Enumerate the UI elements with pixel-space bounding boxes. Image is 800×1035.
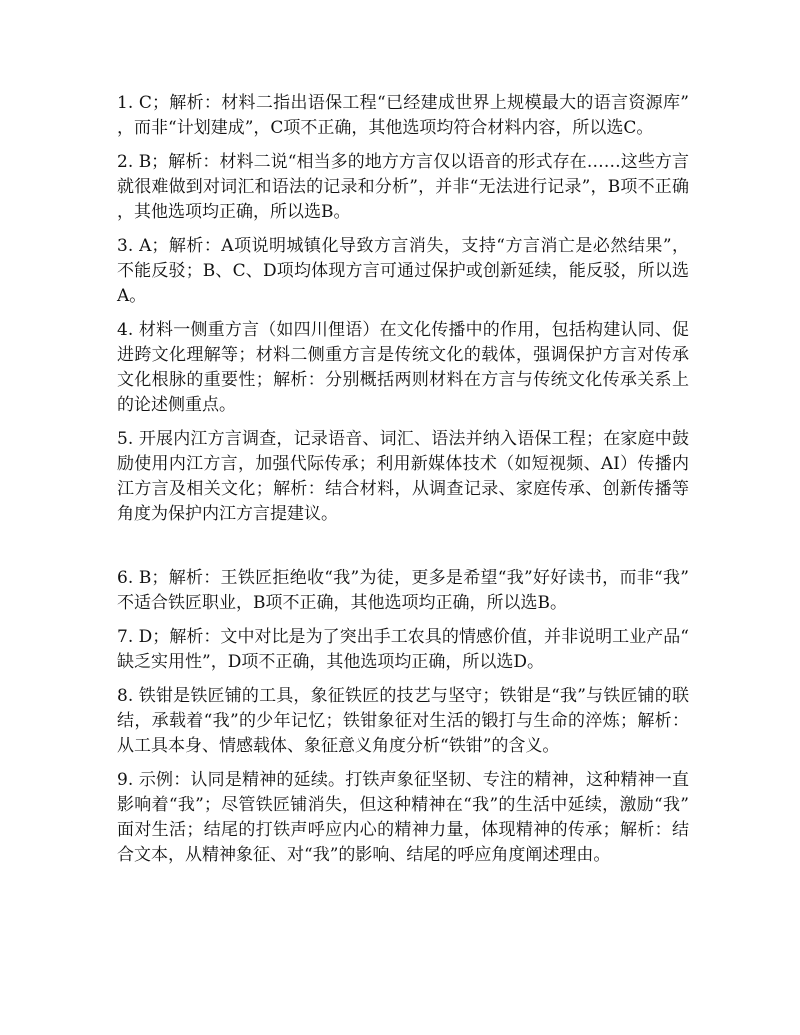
section-divider bbox=[117, 536, 689, 566]
answer-list bbox=[117, 91, 689, 877]
answer-3: 3. A；解析：A项说明城镇化导致方言消失，支持“方言消亡是必然结果”，不能反驳；B、C、D项均体现方言可通过保护或创新延续，能反驳，所以选A。 bbox=[117, 236, 689, 306]
answer-9: 9. 示例：认同是精神的延续。打铁声象征坚韧、专注的精神，这种精神一直影响着“我”；尽管铁匠铺消失，但这种精神在“我”的生活中延续，激励“我”面对生活；结尾的打铁声呼应内心的精神力量，体现精神的传承；解析：结合文本，从精神象征、对“我”的影响、结尾的呼应角度阐述理由。 bbox=[117, 770, 689, 865]
answer-5: 5. 开展内江方言调查，记录语音、词汇、语法并纳入语保工程；在家庭中鼓励使用内江方言，加强代际传承；利用新媒体技术（如短视频、AI）传播内江方言及相关文化；解析：结合材料，从调查记录、家庭传承、创新传播等角度为保护内江方言提建议。 bbox=[117, 429, 689, 524]
answer-8: 8. 铁钳是铁匠铺的工具，象征铁匠的技艺与坚守；铁钳是“我”与铁匠铺的联结，承载着“我”的少年记忆；铁钳象征对生活的锻打与生命的淬炼；解析：从工具本身、情感载体、象征意义角度分析“铁钳”的含义。 bbox=[117, 686, 689, 756]
answer-7: 7. D；解析：文中对比是为了突出手工农具的情感价值，并非说明工业产品“缺乏实用性”，D项不正确，其他选项均正确，所以选D。 bbox=[117, 627, 689, 672]
answer-1: 1. C；解析：材料二指出语保工程“已经建成世界上规模最大的语言资源库”，而非“计划建成”，C项不正确，其他选项均符合材料内容，所以选C。 bbox=[117, 93, 689, 138]
answer-2: 2. B；解析：材料二说“相当多的地方方言仅以语音的形式存在……这些方言就很难做到对词汇和语法的记录和分析”，并非“无法进行记录”，B项不正确，其他选项均正确，所以选B。 bbox=[117, 152, 689, 222]
answer-4: 4. 材料一侧重方言（如四川俚语）在文化传播中的作用，包括构建认同、促进跨文化理解等；材料二侧重方言是传统文化的载体，强调保护方言对传承文化根脉的重要性；解析：分别概括两则材料在方言与传统文化传承关系上的论述侧重点。 bbox=[117, 320, 689, 415]
answer-6: 6. B；解析：王铁匠拒绝收“我”为徒，更多是希望“我”好好读书，而非“我”不适合铁匠职业，B项不正确，其他选项均正确，所以选B。 bbox=[117, 568, 689, 613]
